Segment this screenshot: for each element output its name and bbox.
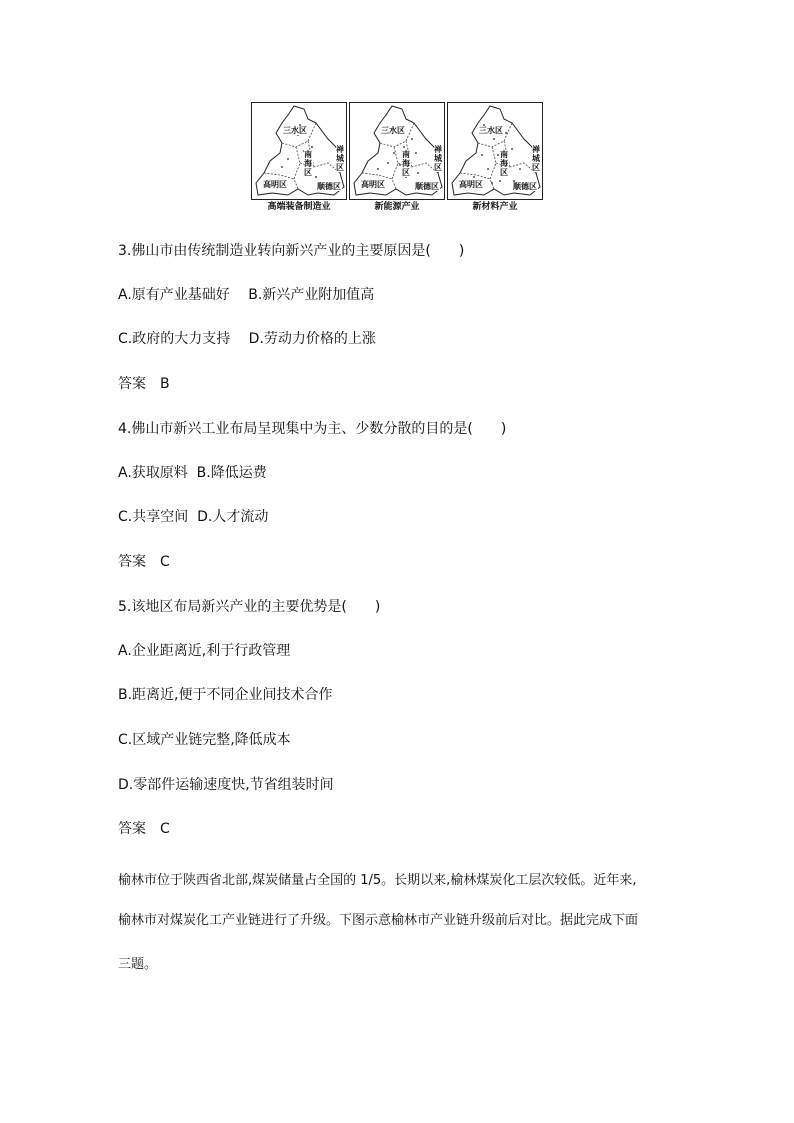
district-label-nanhai: 南海区 — [304, 150, 312, 177]
district-label-shunde: 顺德区 — [317, 182, 341, 191]
map-frame — [447, 102, 543, 200]
question-3-options-cd: C.政府的大力支持 D.劳动力价格的上涨 — [118, 331, 376, 347]
foshan-industry-maps — [251, 102, 543, 216]
map-frame — [349, 102, 445, 200]
passage-line-1: 榆林市位于陕西省北部,煤炭储量占全国的 1/5。长期以来,榆林煤炭化工层次较低。近年来, — [118, 873, 637, 888]
map-frame — [251, 102, 347, 200]
district-label-chancheng: 禅城区 — [434, 145, 442, 172]
passage-line-3: 三题。 — [118, 957, 158, 972]
passage-line-2: 榆林市对煤炭化工产业链进行了升级。下图示意榆林市产业链升级前后对比。据此完成下面 — [118, 913, 639, 928]
district-label-gaoming: 高明区 — [459, 180, 483, 189]
question-4-answer: 答案 C — [118, 554, 170, 570]
question-3-answer: 答案 B — [118, 376, 170, 392]
district-label-gaoming: 高明区 — [263, 180, 287, 189]
question-5-option-a: A.企业距离近,利于行政管理 — [118, 643, 291, 659]
question-4-options-cd: C.共享空间 D.人才流动 — [118, 509, 269, 525]
map-caption: 高端装备制造业 — [267, 202, 331, 212]
question-5-answer: 答案 C — [118, 821, 170, 837]
question-5-option-c: C.区域产业链完整,降低成本 — [118, 732, 291, 748]
question-3-options-ab: A.原有产业基础好 B.新兴产业附加值高 — [118, 287, 375, 303]
district-label-sanshui: 三水区 — [479, 126, 503, 135]
question-5-option-b: B.距离近,便于不同企业间技术合作 — [118, 687, 333, 703]
question-5-stem: 5.该地区布局新兴产业的主要优势是( ) — [118, 599, 381, 615]
district-label-sanshui: 三水区 — [381, 126, 405, 135]
question-5-option-d: D.零部件运输速度快,节省组装时间 — [118, 777, 334, 793]
question-4-stem: 4.佛山市新兴工业布局呈现集中为主、少数分散的目的是( ) — [118, 421, 507, 437]
district-label-gaoming: 高明区 — [361, 180, 385, 189]
district-label-nanhai: 南海区 — [500, 150, 508, 177]
district-label-nanhai: 南海区 — [402, 150, 410, 177]
district-label-shunde: 顺德区 — [513, 182, 537, 191]
question-3-stem: 3.佛山市由传统制造业转向新兴产业的主要原因是( ) — [118, 243, 465, 259]
map-caption: 新材料产业 — [472, 202, 518, 212]
district-label-chancheng: 禅城区 — [336, 145, 344, 172]
map-caption: 新能源产业 — [374, 202, 420, 212]
district-label-chancheng: 禅城区 — [532, 145, 540, 172]
map-high-end-equipment — [251, 102, 347, 216]
map-new-energy — [349, 102, 445, 216]
map-new-materials — [447, 102, 543, 216]
question-4-options-ab: A.获取原料 B.降低运费 — [118, 465, 267, 481]
district-label-sanshui: 三水区 — [283, 126, 307, 135]
district-label-shunde: 顺德区 — [415, 182, 439, 191]
